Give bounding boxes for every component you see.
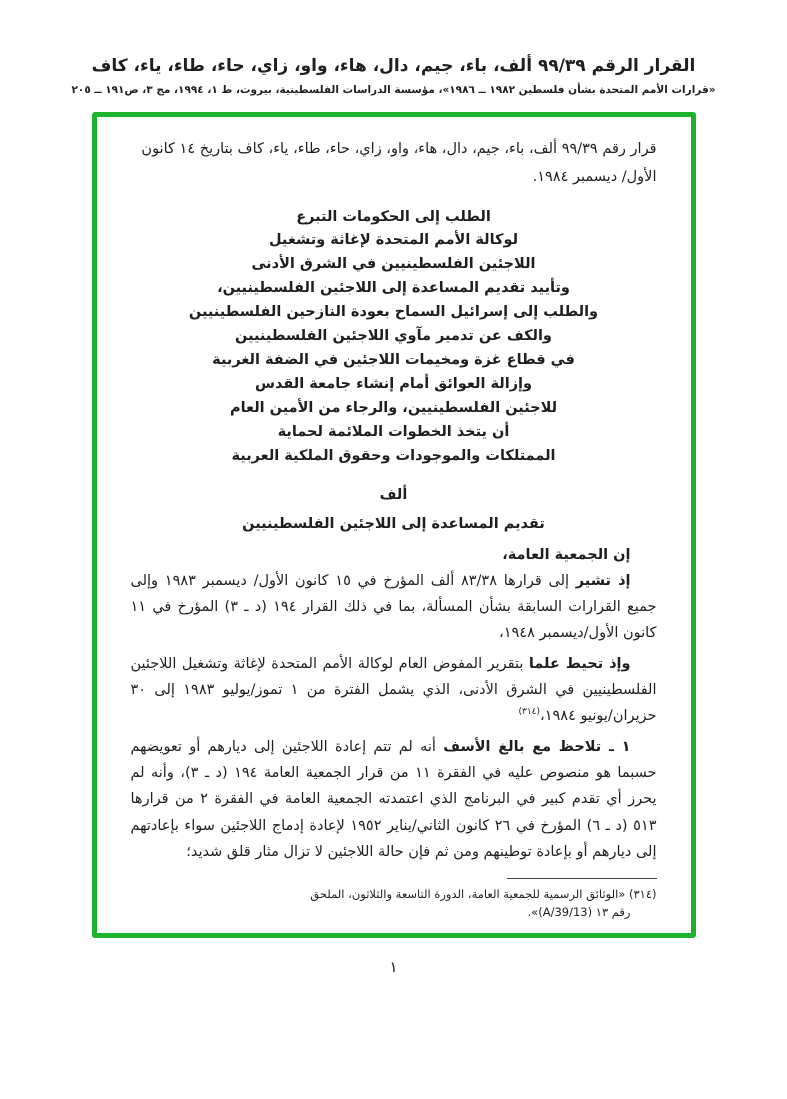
resolution-title-line: والكف عن تدمير مآوي اللاجئين الفلسطينيين xyxy=(235,328,552,345)
body-paragraph xyxy=(131,734,657,864)
resolution-title-line: الطلب إلى الحكومات التبرع xyxy=(296,208,491,225)
resolution-title-line: وإزالة العوائق أمام إنشاء جامعة القدس xyxy=(254,375,533,392)
footnote-line-1: (٣١٤) «الوثائق الرسمية للجمعية العامة، الدورة التاسعة والثلاثون، الملحق xyxy=(310,886,657,901)
green-highlight-box xyxy=(92,112,696,938)
body-paragraph xyxy=(131,651,657,729)
page-number: ١ xyxy=(389,958,398,977)
document-header xyxy=(0,0,787,96)
resolution-title-line: للاجئين الفلسطينيين، والرجاء من الأمين العام xyxy=(229,399,558,416)
paragraph-text: إلى قرارها ٨٣/٣٨ ألف المؤرخ في ١٥ كانون الأول/ ديسمبر ١٩٨٣ وإلى جميع القرارات السابقة بشأن المسألة، بما في ذلك القرار ١٩٤ (د ـ ٣) المؤرخ في ١١ كانون الأول/ديسمبر ١٩٤٨، xyxy=(130,572,657,641)
section-letter: ألف xyxy=(379,486,408,503)
paragraph-lead: وإذ تحيط علما xyxy=(528,655,631,672)
resolution-title-line: أن يتخذ الخطوات الملائمة لحماية xyxy=(277,423,510,440)
body-paragraph xyxy=(131,568,657,646)
footnote-reference: (٣١٤) xyxy=(518,707,541,718)
header-citation: «قرارات الأمم المتحدة بشأن فلسطين ١٩٨٢ ــ ١٩٨٦»، مؤسسة الدراسات الفلسطينية، بيروت، ط ١، ١٩٩٤، مج ٣، ص١٩١ ــ ٢٠٥ xyxy=(71,84,716,96)
footnote-separator xyxy=(507,878,657,879)
resolution-title-line: في قطاع غزة ومخيمات اللاجئين في الضفة الغربية xyxy=(212,352,575,369)
resolution-title-line: لوكالة الأمم المتحدة لإغاثة وتشغيل xyxy=(268,232,519,249)
header-title: القرار الرقم ٩٩/٣٩ ألف، باء، جيم، دال، هاء، واو، زاي، حاء، طاء، ياء، كاف xyxy=(91,56,696,76)
paragraph-text: أنه لم تتم إعادة اللاجئين إلى ديارهم أو تعويضهم حسبما هو منصوص عليه في الفقرة ١١ من قرار الجمعية العامة ١٩٤ (د ـ ٣)، وأنه لم يحرز أي تقدم كبير في البرنامج الذي اعتمدته الجمعية العامة في الفقرة ٢ من قرارها ٥١٣ (د ـ ٦) المؤرخ في ٢٦ كانون الثاني/يناير ١٩٥٢ لإعادة إدماج اللاجئين سواء بإعادتهم إلى ديارهم أو بإعادة توطينهم ومن ثم فإن حالة اللاجئين لا تزال مثار قلق شديد؛ xyxy=(130,739,657,860)
resolution-title-line: اللاجئين الفلسطينيين في الشرق الأدنى xyxy=(251,256,536,273)
opening-phrase: إن الجمعية العامة، xyxy=(502,546,631,563)
footnote-line-2: رقم ١٣ (A/39/13)». xyxy=(527,905,631,920)
paragraph-lead: إذ تشير xyxy=(575,572,631,589)
section-title: تقديم المساعدة إلى اللاجئين الفلسطينيين xyxy=(242,515,545,532)
resolution-title-block xyxy=(131,206,657,469)
footnote-block xyxy=(131,878,657,922)
resolution-title-line: الممتلكات والموجودات وحقوق الملكية العربية xyxy=(231,447,556,464)
resolution-title-line: والطلب إلى إسرائيل السماح بعودة النازحين الفلسطينيين xyxy=(188,304,599,321)
resolution-title-line: وتأييد تقديم المساعدة إلى اللاجئين الفلسطينيين، xyxy=(217,280,570,297)
paragraph-lead: ١ ـ تلاحظ مع بالغ الأسف xyxy=(443,739,631,756)
paragraph-text: بتقرير المفوض العام لوكالة الأمم المتحدة لإغاثة وتشغيل اللاجئين الفلسطينيين في الشرق الأدنى، الذي يشمل الفترة من ١ تموز/يوليو ١٩٨٣ إلى ٣٠ حزيران/يونيو ١٩٨٤، xyxy=(130,655,657,725)
resolution-intro: قرار رقم ٩٩/٣٩ ألف، باء، جيم، دال، هاء، واو، زاي، حاء، طاء، ياء، كاف بتاريخ ١٤ كانون الأول/ ديسمبر ١٩٨٤. xyxy=(141,141,657,186)
